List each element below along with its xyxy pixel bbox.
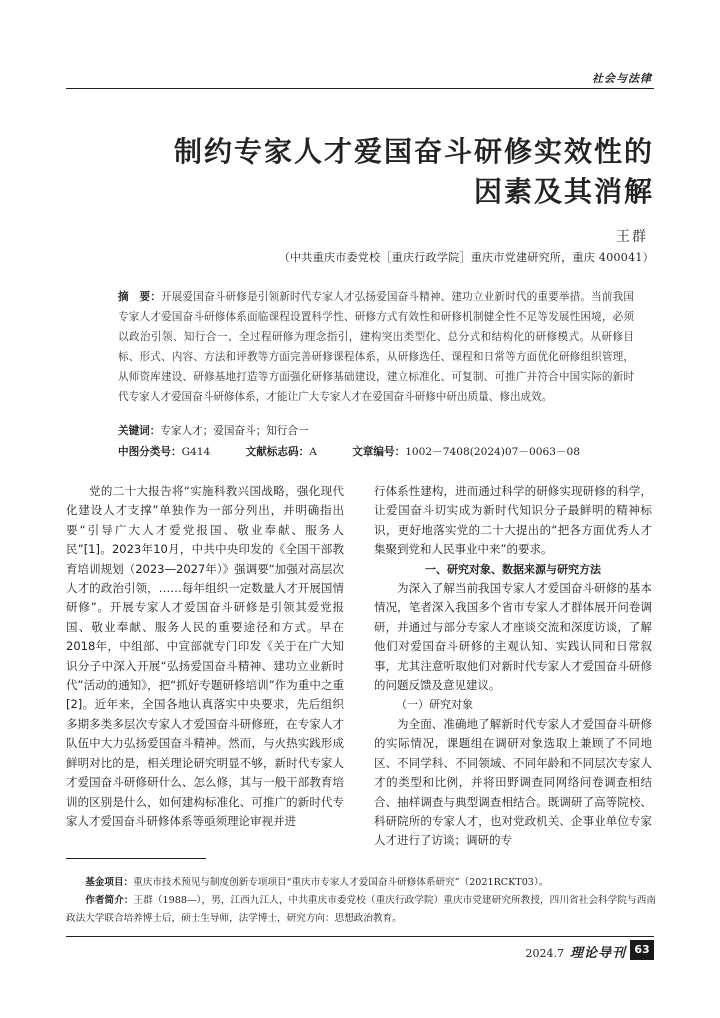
article-number-label: 文章编号：	[352, 446, 406, 458]
header-rule	[66, 88, 654, 89]
footnote-rule	[66, 858, 206, 859]
keywords-text: 专家人才；爱国奋斗；知行合一	[160, 425, 309, 437]
section-heading: 一、研究对象、数据来源与研究方法	[425, 562, 601, 576]
footnotes	[66, 874, 656, 928]
body-paragraph: 为全面、准确地了解新时代专家人才爱国奋斗研修的实际情况，课题组在调研对象选取上兼顾了不同地区、不同学科、不同领域、不同年龄和不同层次专家人才的类型和比例，并将田野调查同网络问卷调查相结合、抽样调查与典型调查相结合。既调研了高等院校、科研院所的专家人才，也对党政机关、企事业单位专家人才进行了访谈；调研的专	[374, 716, 652, 848]
body-paragraph: 党的二十大报告将“实施科教兴国战略，强化现代化建设人才支撑”单独作为一部分列出，并明确指出要“引导广大人才爱党报国、敬业奉献、服务人民”[1]。2023年10月，中共中央印发的《全国干部教育培训规划（2023—2027年）》强调要“加强对高层次人才的政治引领，……每年组织一定数量人才开展国情研修”。开展专家人才爱国奋斗研修是引领其爱党报国、敬业奉献、服务人民的重要途径和方式。早在2018年，中组部、中宣部就专门印发《关于在广大知识分子中深入开展“弘扬爱国奋斗精神、建功立业新时代”活动的通知》，把“抓好专题研修培训”作为重中之重[2]。近年来，全国各地认真落实中央要求，先后组织多期多类多层次专家人才爱国奋斗研修班，在专家人才队伍中大力弘扬爱国奋斗精神。然而，与火热实践形成鲜明对比的是，相关理论研究明显不够，新时代专家人才爱国奋斗研修研什么、怎么修，其与一般干部教育培训的区别是什么，如何建构标准化、可推广的新时代专家人才爱国奋斗研修体系等亟须理论审视并进	[66, 484, 344, 828]
bio-text: 王群（1988—），男，江西九江人，中共重庆市委党校（重庆行政学院）重庆市党建研究所教授，四川省社会科学院与西南政法大学联合培养博士后，硕士生导师，法学博士，研究方向：思想政治教育。	[66, 895, 656, 924]
clc-value: G414	[181, 446, 211, 458]
bio-label: 作者简介：	[85, 895, 134, 906]
doc-code-label: 文献标志码：	[245, 446, 310, 458]
fund-text: 重庆市技术预见与制度创新专项项目“重庆市专家人才爱国奋斗研修体系研究”（2021RCKT03）。	[133, 877, 549, 888]
footer-rule	[66, 936, 654, 937]
article-number-value: 1002－7408(2024)07－0063－08	[405, 446, 581, 458]
fund-label: 基金项目：	[85, 877, 134, 888]
clc-label: 中图分类号：	[118, 446, 182, 458]
author-affiliation: （中共重庆市委党校［重庆行政学院］重庆市党建研究所，重庆 400041）	[278, 251, 654, 264]
doc-code-value: A	[309, 446, 317, 458]
keywords	[118, 423, 309, 438]
abstract-text: 开展爱国奋斗研修是引领新时代专家人才弘扬爱国奋斗精神、建功立业新时代的重要举措。当前我国专家人才爱国奋斗研修体系面临课程设置科学性、研修方式有效性和研修机制健全性不足等发展性困境，必须以政治引领、知行合一、全过程研修为理念指引，建构突出类型化、总分式和结构化的研修模式。从研修目标、形式、内容、方法和评教等方面完善研修课程体系，从研修选任、课程和日常等方面优化研修组织管理，从师资库建设、研修基地打造等方面强化研修基础建设，建立标准化、可复制、可推广并符合中国实际的新时代专家人才爱国奋斗研修体系，才能让广大专家人才在爱国奋斗研修中研出质量、修出成效。	[118, 291, 634, 403]
keywords-label: 关键词：	[118, 425, 161, 437]
subsection-heading: （一）研究对象	[396, 698, 473, 712]
article-title-line1: 制约专家人才爱国奋斗研修实效性的	[173, 135, 654, 168]
body-column-right	[374, 482, 652, 851]
body-paragraph: 行体系性建构，进而通过科学的研修实现研修的科学，让爱国奋斗切实成为新时代知识分子最鲜明的精神标识，更好地落实党的二十大提出的“把各方面优秀人才集聚到党和人民事业中来”的要求。	[374, 484, 652, 557]
abstract	[118, 287, 634, 407]
abstract-label: 摘 要：	[118, 291, 162, 303]
journal-name: 理论导刊	[569, 946, 626, 961]
issue-date: 2024.7	[525, 947, 564, 960]
body-paragraph: 为深入了解当前我国专家人才爱国奋斗研修的基本情况，笔者深入我国多个省市专家人才群体展开问卷调研，并通过与部分专家人才座谈交流和深度访谈，了解他们对爱国奋斗研修的主观认知、实践认同和日常叙事，尤其注意听取他们对新时代专家人才爱国奋斗研修的问题反馈及意见建议。	[374, 581, 652, 693]
page-number: 63	[630, 940, 654, 960]
fund-note	[66, 874, 656, 892]
author-bio	[66, 892, 656, 928]
section-tag: 社会与法律	[592, 72, 652, 85]
classification-line	[118, 444, 612, 459]
body-column-left	[66, 482, 344, 831]
journal-footer	[525, 942, 626, 961]
article-title-line2: 因素及其消解	[473, 175, 654, 208]
author-name: 王群	[616, 229, 648, 245]
